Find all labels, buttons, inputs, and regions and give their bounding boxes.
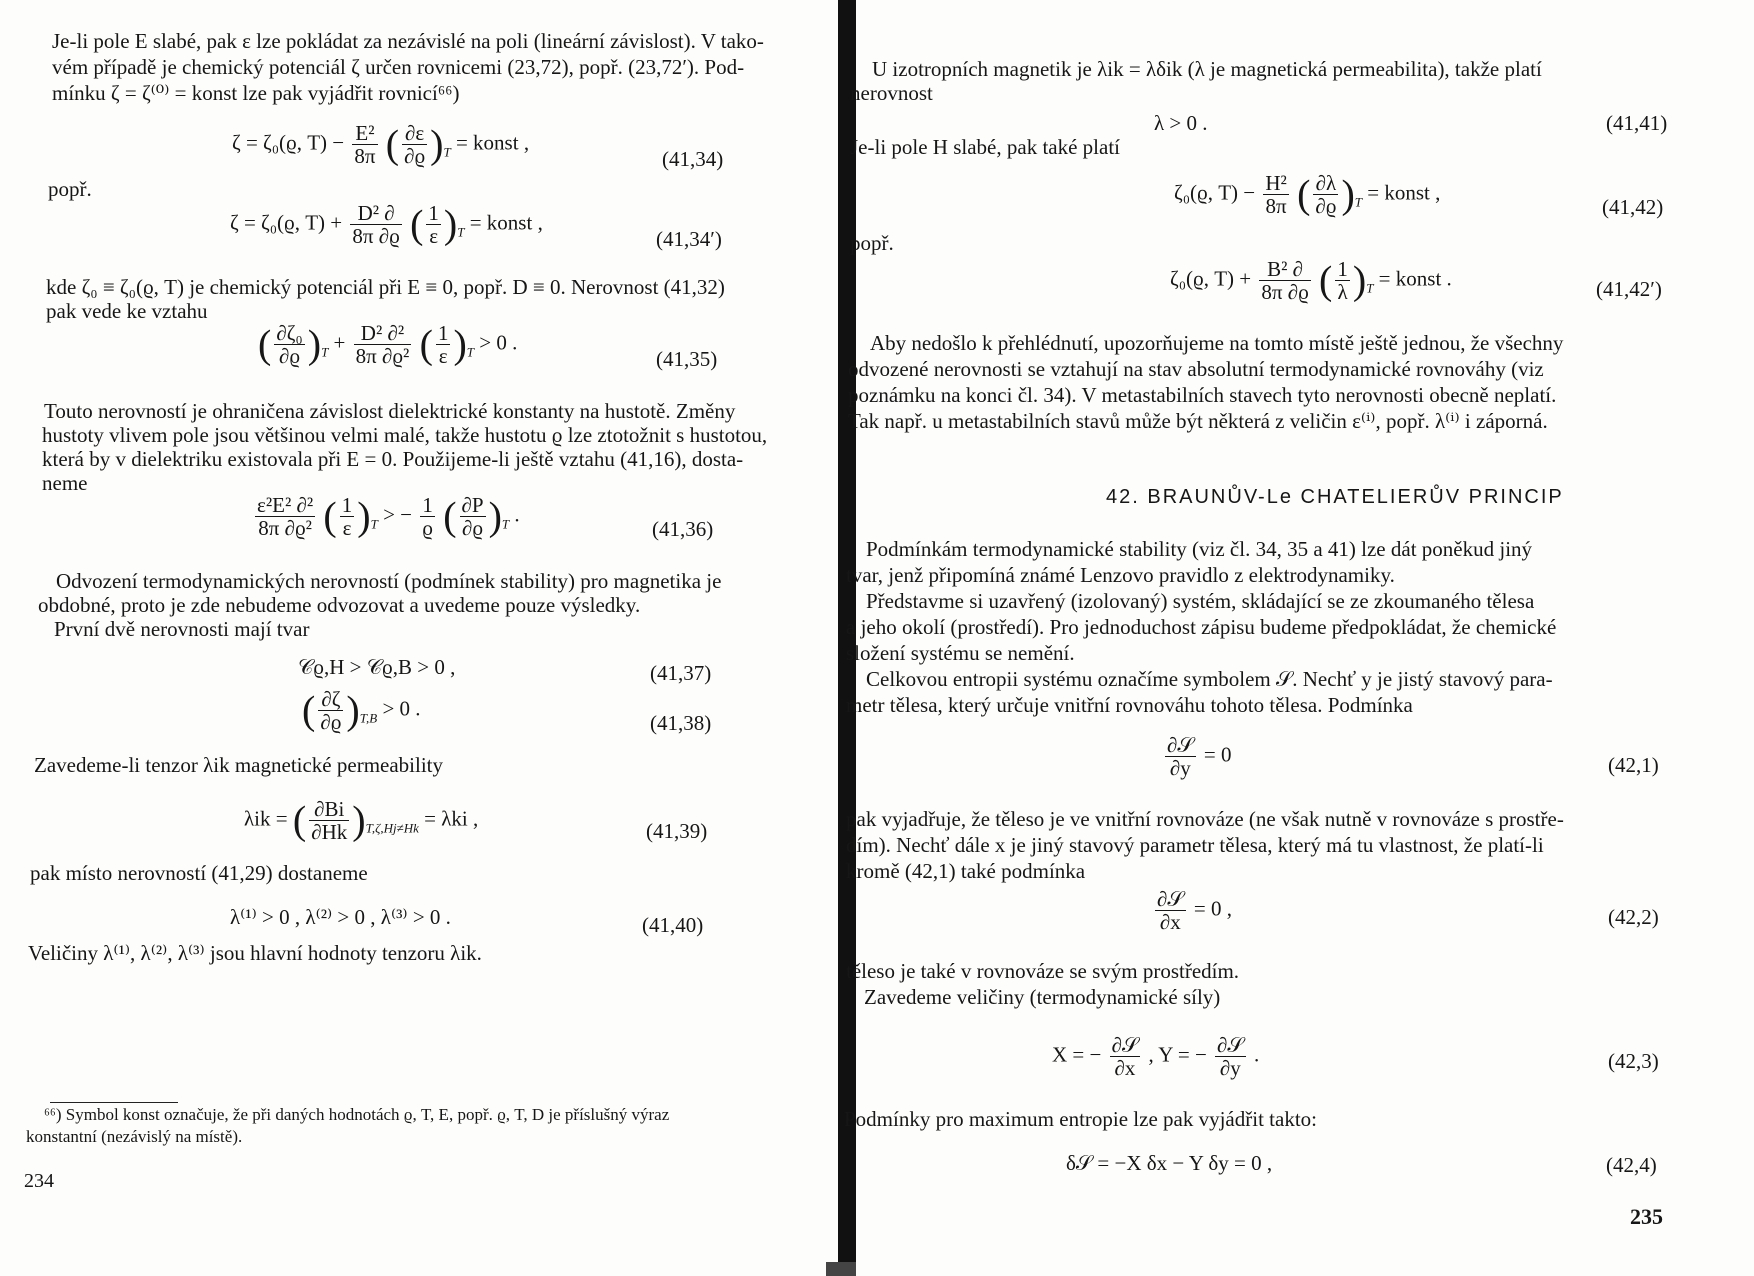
text-line: pak vede ke vztahu (46, 299, 208, 323)
footnote-line: ⁶⁶) Symbol konst označuje, že při daných hodnotách ϱ, T, E, popř. ϱ, T, D je příslušný výraz (44, 1105, 670, 1124)
derivative: $\frac{\partial P}{\partial ϱ}$ (461, 493, 484, 540)
text-line: Tak např. u metastabilních stavů může být některá z veličin ε⁽ⁱ⁾, popř. λ⁽ⁱ⁾ i záporná. (848, 409, 1548, 433)
equation-41-37: 𝒞ϱ,H > 𝒞ϱ,B > 0 , (298, 655, 456, 679)
equation-number: (41,38) (650, 711, 712, 735)
equation-number: (42,4) (1606, 1153, 1657, 1177)
equation-number: (41,42) (1602, 195, 1664, 219)
equation-41-39: λik = ( $\frac{\partial Bi}{\partial Hk}$ )$_{T,\zeta,Hj\ne Hk} = \lambda ki$ , (244, 797, 479, 844)
footnote-line: konstantní (nezávislý na místě). (26, 1127, 243, 1146)
text-line: hustoty vlivem pole jsou většinou velmi malé, takže hustotu ϱ lze ztotožnit s hustotou, (42, 423, 768, 447)
fraction: $\frac{\text{B² ∂}}{8\pi \partial ϱ}$ (1261, 257, 1309, 304)
fraction: $\frac{1}{\varepsilon}$ (341, 493, 353, 540)
text-line: U izotropních magnetik je λik = λδik (λ je magnetická permeabilita), takže platí (872, 57, 1542, 81)
text-line: vém případě je chemický potenciál ζ určen rovnicemi (23,72), popř. (23,72′). Pod- (52, 55, 745, 79)
derivative: $\frac{\partial\zeta}{\partial ϱ}$ (320, 687, 342, 734)
equation-41-34-prime: ζ = ζ₀(ϱ, T) + $\frac{\text{D² ∂}}{8\pi \partial ϱ}$ ( $\frac{1}{\varepsilon}$ )$_T$ = konst , (230, 201, 543, 248)
equation-number: (41,41) (1606, 111, 1668, 135)
fraction: $\frac{1}{\varepsilon}$ (437, 321, 449, 368)
derivative: $\frac{\partial\varepsilon}{\partial ϱ}$ (404, 121, 426, 168)
text-line: Představme si uzavřený (izolovaný) systém, skládající se ze zkoumaného tělesa (866, 589, 1535, 613)
equation-number: (42,2) (1608, 905, 1659, 929)
text-line: tvar, jenž připomíná známé Lenzovo pravidlo z elektrodynamiky. (846, 563, 1395, 587)
fraction: $\frac{\text{E²}}{8\pi}$ (354, 121, 376, 168)
fraction: $\frac{1}{\lambda}$ (1337, 257, 1348, 304)
equation-41-34: ζ = ζ₀(ϱ, T) − $\frac{\text{E²}}{8\pi}$ ( $\frac{\partial\varepsilon}{\partial ϱ}$ )$_T$ = konst , (232, 121, 530, 168)
equation-42-4: δ𝒮 = −X δx − Y δy = 0 , (1066, 1151, 1273, 1175)
text-line: pak vyjadřuje, že těleso je ve vnitřní rovnováze (ne však nutně v rovnováze s prostře- (846, 807, 1564, 831)
text-line: Celkovou entropii systému označíme symbolem 𝒮. Nechť y je jistý stavový para- (866, 667, 1553, 691)
text-line: těleso je také v rovnováze se svým prostředím. (846, 959, 1240, 983)
text-line: Podmínky pro maximum entropie lze pak vyjádřit takto: (844, 1107, 1317, 1131)
fraction: $\frac{\text{D² ∂²}}{\text{8π ∂ϱ²}}$ (355, 321, 410, 368)
text-line: neme (42, 471, 88, 495)
fraction: $\frac{\text{D² ∂}}{8\pi \partial ϱ}$ (352, 201, 400, 248)
text-line: Je-li pole H slabé, pak také platí (850, 135, 1120, 159)
text-line: složení systému se nemění. (846, 641, 1075, 665)
text-line: obdobné, proto je zde nebudeme odvozovat a uvedeme pouze výsledky. (38, 593, 641, 617)
text-line: dím). Nechť dále x je jiný stavový parametr tělesa, který má tu vlastnost, že platí-li (846, 833, 1544, 857)
equation-41-42-prime: ζ₀(ϱ, T) + $\frac{\text{B² ∂}}{8\pi \partial ϱ}$ ( $\frac{1}{\lambda}$ )$_T$ = konst . (1170, 257, 1452, 304)
equation-number: (41,34′) (656, 227, 722, 251)
equation-42-2: $\frac{\text{∂𝒮}}{\partial x}$ = 0 , (1157, 887, 1232, 934)
derivative: $\frac{\partial Bi}{\partial Hk}$ (311, 797, 348, 844)
text-line: Touto nerovností je ohraničena závislost dielektrické konstanty na hustotě. Změny (44, 399, 736, 423)
equation-41-38: ( $\frac{\partial\zeta}{\partial ϱ}$ )$_{T,B} > 0$ . (302, 687, 421, 734)
derivative: $\frac{\text{∂ζ₀}}{\partial ϱ}$ (276, 321, 303, 368)
text-line: popř. (48, 177, 92, 201)
right-page (844, 0, 1754, 1276)
fraction: $\frac{1}{\varepsilon}$ (428, 201, 439, 248)
equation-number: (42,1) (1608, 753, 1659, 777)
text-line: Odvození termodynamických nerovností (podmínek stability) pro magnetika je (56, 569, 722, 593)
equation-number: (41,39) (646, 819, 708, 843)
text-line: a jeho okolí (prostředí). Pro jednoduchost zápisu budeme předpokládat, že chemické (846, 615, 1557, 639)
equation-number: (41,36) (652, 517, 714, 541)
fraction: $\frac{\text{∂𝒮}}{\partial x}$ (1157, 887, 1184, 934)
text-line: Zavedeme veličiny (termodynamické síly) (864, 985, 1221, 1009)
text-line: metr tělesa, který určuje vnitřní rovnováhu tohoto tělesa. Podmínka (846, 693, 1413, 717)
text-line: První dvě nerovnosti mají tvar (54, 617, 310, 641)
text-line: nerovnost (850, 81, 933, 105)
text-line: popř. (850, 231, 894, 255)
fraction: $\frac{\text{ε²E² ∂²}}{\text{8π ∂ϱ²}}$ (257, 493, 314, 540)
text-line: Veličiny λ⁽¹⁾, λ⁽²⁾, λ⁽³⁾ jsou hlavní hodnoty tenzoru λik. (28, 941, 482, 965)
text-line: odvozené nerovnosti se vztahují na stav absolutní termodynamické rovnováhy (viz (848, 357, 1544, 381)
fraction: $\frac{\text{∂𝒮}}{\partial x}$ (1111, 1033, 1139, 1080)
eq-lhs: ζ = ζ₀(ϱ, T) − (232, 130, 345, 155)
footnote-rule (50, 1102, 178, 1103)
text-line: kromě (42,1) také podmínka (846, 859, 1086, 883)
equation-41-42: ζ₀(ϱ, T) − $\frac{\text{H²}}{8\pi}$ ( $\frac{\partial\lambda}{\partial ϱ}$ )$_T$ = konst , (1174, 171, 1441, 218)
text-line: pak místo nerovností (41,29) dostaneme (30, 861, 368, 885)
eq-rhs: = konst , (455, 130, 530, 155)
equation-41-36: $\frac{\text{ε²E² ∂²}}{\text{8π ∂ϱ²}}$ ( $\frac{1}{\varepsilon}$ )$_T$ > − $\frac{1}{ϱ}$ ( $\frac{\partial P}{\partial ϱ}$ )$_T$ . (257, 493, 520, 540)
page-number: 235 (1630, 1204, 1663, 1229)
text-line: poznámku na konci čl. 34). V metastabilních stavech tyto nerovnosti obecně neplatí. (848, 383, 1557, 407)
equation-number: (42,3) (1608, 1049, 1659, 1073)
fraction: $\frac{\text{H²}}{8\pi}$ (1265, 171, 1287, 218)
left-page (0, 0, 838, 1276)
text-line: která by v dielektriku existovala při E = 0. Použijeme-li ještě vztahu (41,16), dosta- (42, 447, 744, 471)
page-number: 234 (24, 1170, 54, 1192)
equation-41-41: λ > 0 . (1154, 111, 1208, 135)
equation-number: (41,37) (650, 661, 712, 685)
fraction: $\frac{\text{∂𝒮}}{\partial y}$ (1217, 1033, 1244, 1080)
equation-number: (41,34) (662, 147, 724, 171)
fraction: $\frac{\text{∂𝒮}}{\partial y}$ (1167, 733, 1194, 780)
equation-number: (41,40) (642, 913, 704, 937)
equation-42-3: X = − $\frac{\text{∂𝒮}}{\partial x}$ , Y = − $\frac{\text{∂𝒮}}{\partial y}$ . (1052, 1033, 1260, 1080)
derivative: $\frac{\partial\lambda}{\partial ϱ}$ (1315, 171, 1337, 218)
text-line: Je-li pole E slabé, pak ε lze pokládat za nezávislé na poli (lineární závislost). V tako- (52, 29, 764, 53)
text-line: mínku ζ = ζ⁽⁰⁾ = konst lze pak vyjádřit rovnicí⁶⁶) (52, 81, 460, 105)
equation-41-35: ( $\frac{\text{∂ζ₀}}{\partial ϱ}$ )$_T$ + $\frac{\text{D² ∂²}}{\text{8π ∂ϱ²}}$ ( $\frac{1}{\varepsilon}$ )$_T > 0$ . (258, 321, 518, 368)
equation-number: (41,35) (656, 347, 718, 371)
text-line: kde ζ₀ ≡ ζ₀(ϱ, T) je chemický potenciál při E ≡ 0, popř. D ≡ 0. Nerovnost (41,32) (46, 275, 725, 299)
text-line: Aby nedošlo k přehlédnutí, upozorňujeme na tomto místě ještě jednou, že všechny (870, 331, 1564, 355)
equation-42-1: $\frac{\text{∂𝒮}}{\partial y}$ = 0 (1167, 733, 1232, 780)
section-heading: 42. BRAUNŮV-Le CHATELIERŮV PRINCIP (1106, 486, 1564, 508)
equation-41-40: λ⁽¹⁾ > 0 , λ⁽²⁾ > 0 , λ⁽³⁾ > 0 . (230, 905, 451, 929)
equation-number: (41,42′) (1596, 277, 1662, 301)
fraction: $\frac{1}{ϱ}$ (422, 493, 433, 540)
text-line: Podmínkám termodynamické stability (viz čl. 34, 35 a 41) lze dát poněkud jiný (866, 537, 1533, 561)
text-line: Zavedeme-li tenzor λik magnetické permeability (34, 753, 444, 777)
